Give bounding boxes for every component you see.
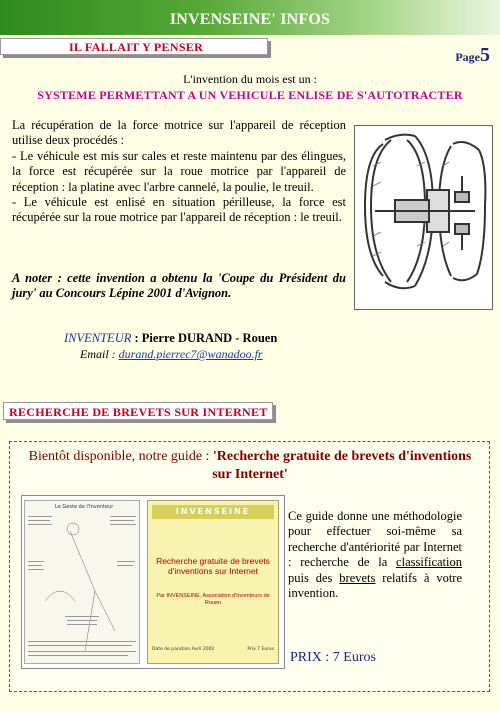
guide-description (288, 509, 462, 601)
guide-announcement (20, 448, 480, 484)
cover-title: Recherche gratuite de brevets d'inventions sur Internet (156, 556, 270, 576)
cover-brand: INVENSEINE (152, 505, 274, 519)
desc-text: Ce guide donne une méthodologie pour effectuer soi-même sa recherche d'antériorité par Internet : recherche de la (288, 509, 462, 570)
back-cover-illustration (25, 501, 139, 663)
classification-link[interactable]: classification (396, 555, 462, 570)
inventor-line (64, 331, 277, 346)
book-back-cover (24, 500, 140, 664)
brevets-link[interactable]: brevets (339, 570, 376, 585)
invention-intro: L'invention du mois est un : (183, 72, 317, 86)
cover-price: Prix 7 Euros (247, 647, 274, 652)
cover-author: Par INVENSEINE, Association d'Inventeurs de Rouen (156, 593, 270, 606)
guide-intro: Bientôt disponible, notre guide : (28, 449, 213, 464)
invention-headline: SYSTEME PERMETTANT A UN VEHICULE ENLISE DE S'AUTOTRACTER (37, 88, 463, 102)
page-label: Page (455, 50, 480, 64)
email-link[interactable]: durand.pierrec7@wanadoo.fr (118, 347, 263, 361)
section-tab-recherche: RECHERCHE DE BREVETS SUR INTERNET (3, 402, 273, 420)
wheel-device-drawing (355, 126, 492, 309)
book-front-cover (147, 500, 279, 664)
cover-footer (152, 647, 274, 652)
section-tab-il-fallait: IL FALLAIT Y PENSER (0, 38, 268, 55)
email-label: Email : (80, 347, 119, 361)
page-number-value: 5 (480, 44, 490, 66)
guide-price: PRIX : 7 Euros (290, 650, 376, 665)
inventor-name: : Pierre DURAND - Rouen (131, 331, 278, 345)
back-cover-title: Le Geste de l'Inventeur (55, 504, 114, 510)
award-note: A noter : cette invention a obtenu la 'Coupe du Président du jury' au Concours Lépine 2001 d'Avignon. (12, 271, 346, 301)
page-number (455, 44, 490, 67)
desc-text: puis des (288, 570, 340, 585)
paragraph: - Le véhicule est enlisé en situation périlleuse, la force est récupérée sur la roue motrice par l'appareil de réception : le treuil. (12, 195, 346, 225)
invention-drawing (354, 125, 493, 310)
invention-description (12, 118, 346, 226)
desc-text: relatifs à votre invention. (288, 570, 462, 601)
inventor-role: INVENTEUR (64, 331, 132, 345)
guide-title: 'Recherche gratuite de brevets d'inventions sur Internet' (212, 449, 472, 482)
cover-date: Date de parution Avril 2002 (152, 647, 215, 652)
paragraph: La récupération de la force motrice sur l'appareil de réception utilise deux procédés : (12, 118, 346, 148)
paragraph: - Le véhicule est mis sur cales et reste maintenu par des élingues, la force est récupérée sur la roue motrice par l'appareil de réception : la platine avec l'arbre cannelé, la poulie, le treuil. (12, 148, 346, 194)
email-line (80, 347, 263, 362)
header-title: INVENSEINE' INFOS (169, 11, 331, 28)
